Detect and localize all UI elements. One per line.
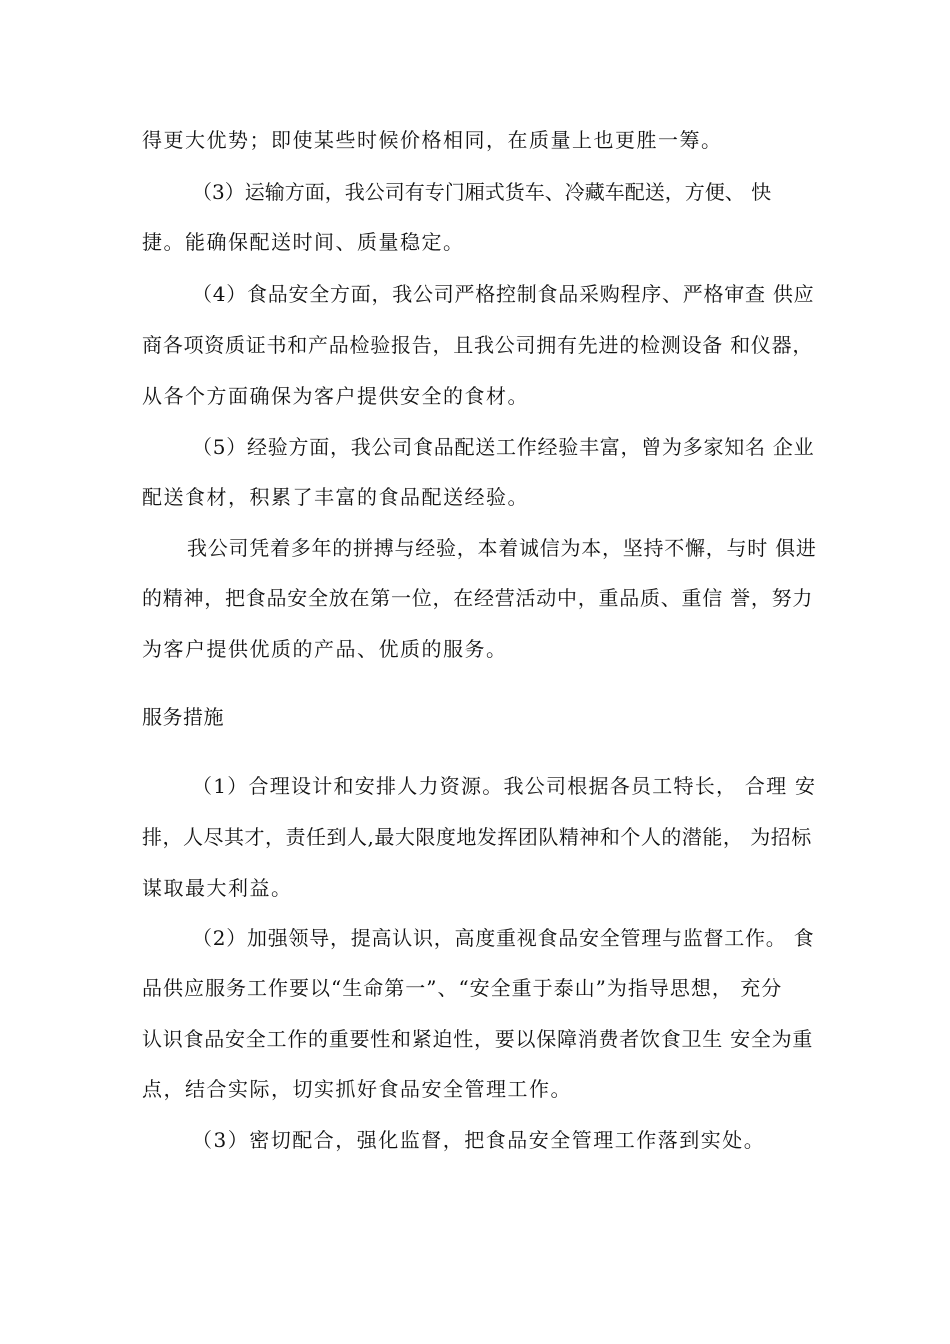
section-heading: 服务措施 xyxy=(142,705,224,729)
paragraph-line: （3）密切配合，强化监督，把食品安全管理工作落到实处。 xyxy=(192,1128,766,1152)
paragraph-line: 排，人尽其才，责任到人,最大限度地发挥团队精神和个人的潜能， 为招标 xyxy=(142,825,812,849)
paragraph-line: （5）经验方面，我公司食品配送工作经验丰富，曾为多家知名 企业 xyxy=(192,435,815,459)
paragraph-line: 品供应服务工作要以“生命第一”、“安全重于泰山”为指导思想， 充分 xyxy=(142,976,783,1000)
paragraph-line: 商各项资质证书和产品检验报告，且我公司拥有先进的检测设备 和仪器， xyxy=(142,333,814,357)
paragraph-line: 谋取最大利益。 xyxy=(142,876,293,900)
paragraph-line: 得更大优势；即使某些时候价格相同，在质量上也更胜一筹。 xyxy=(142,128,723,152)
paragraph-line: （1）合理设计和安排人力资源。我公司根据各员工特长， 合理 安 xyxy=(192,774,817,798)
paragraph-text: （3）运输方面，我公司有专门厢式货车、冷藏车配送，方便、 快 xyxy=(192,180,772,204)
paragraph-line: 为客户提供优质的产品、优质的服务。 xyxy=(142,637,508,661)
paragraph-line: （4）食品安全方面，我公司严格控制食品采购程序、严格审查 供应 xyxy=(192,282,815,306)
paragraph-line: 捷。能确保配送时间、质量稳定。 xyxy=(142,230,465,254)
paragraph-line: 我公司凭着多年的拼搏与经验，本着诚信为本，坚持不懈，与时 俱进 xyxy=(187,536,817,560)
paragraph-line-justified xyxy=(142,180,818,204)
paragraph-line: （2）加强领导，提高认识，高度重视食品安全管理与监督工作。 食 xyxy=(192,926,815,950)
paragraph-line: 的精神，把食品安全放在第一位，在经营活动中，重品质、重信 誉，努力 xyxy=(142,586,814,610)
paragraph-line: 认识食品安全工作的重要性和紧迫性，要以保障消费者饮食卫生 安全为重 xyxy=(142,1027,814,1051)
paragraph-line: 配送食材，积累了丰富的食品配送经验。 xyxy=(142,485,529,509)
paragraph-line: 点，结合实际，切实抓好食品安全管理工作。 xyxy=(142,1077,572,1101)
paragraph-line: 从各个方面确保为客户提供安全的食材。 xyxy=(142,384,529,408)
